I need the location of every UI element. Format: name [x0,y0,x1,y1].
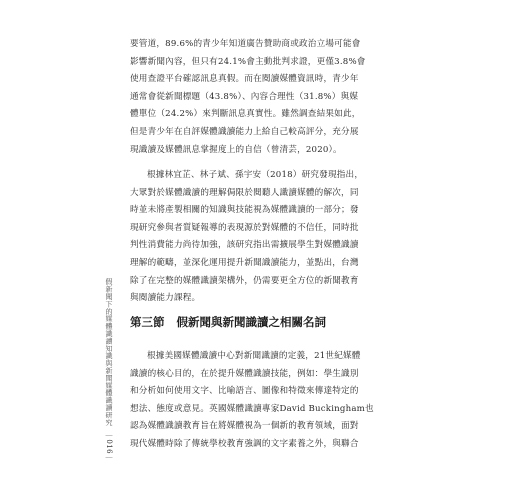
running-head-text: 假新聞下的媒體識讀知識與新聞媒體識讀研究 [105,278,113,426]
text-line: 根據林宜芷、林子斌、孫宇安（2018）研究發現指出， [147,170,364,180]
paragraph-3 [130,348,398,454]
text-line: 大眾對於媒體識讀的理解侷限於閱聽人識讀媒體的解次，同 [130,187,359,198]
text-line: 與閱讀能力課程。 [130,293,201,304]
text-line: 現代媒體時除了傳統學校教育強調的文字素養之外，與聯合 [130,438,359,449]
text-line: 認為媒體識讀教育旨在將媒體視為一個新的教育領域，面對 [130,421,359,432]
text-line: 要管道，89.6%的青少年知道廣告贊助商或政治立場可能會 [130,39,361,49]
text-line: 和分析如何使用文字、比喻語言、圖像和特徵來傳達特定的 [130,386,359,397]
paragraph-1 [130,36,398,159]
section-number: 第三節 [130,315,165,329]
section-heading [130,314,398,330]
text-line: 影響新聞內容，但只有24.1%會主動批判求證，更僅3.8%會 [130,56,366,67]
text-line: 體單位（24.2%）來判斷訊息真實性。雖然調查結果如此， [130,109,361,120]
text-line: 但是青少年在自評媒體識讀能力上給自己較高評分，充分展 [130,126,359,137]
text-line: 識讀的核心目的，在於提升媒體識讀技能，例如：學生識別 [130,368,359,379]
text-line: 想法、態度或意見。英國媒體識讀專家David Buckingham也 [130,403,374,414]
text-line: 理解的範疇，並深化運用提升新聞識讀能力，並點出，台灣 [130,257,359,268]
page-number: ｜016｜ [105,432,113,462]
text-line: 現識讀及媒體訊息掌握度上的自信（曾清芸，2020）。 [130,144,342,155]
text-line: 根據美國媒體識讀中心對新聞識讀的定義，21世紀媒體 [147,351,361,361]
text-line: 現研究參與者質疑報導的表現源於對媒體的不信任，同時批 [130,222,359,233]
text-line: 除了在完整的媒體識讀架構外，仍需要更全方位的新聞教育 [130,275,359,286]
section-title: 假新聞與新聞識讀之相關名詞 [176,315,326,329]
text-line: 使用查證平台確認訊息真假。而在閱讀媒體資訊時，青少年 [130,74,359,85]
text-line: 時並未將產製相關的知識與技能視為媒體識讀的一部分；發 [130,205,359,216]
paragraph-2 [130,167,398,308]
text-line: 判性消費能力尚待加強，該研究指出需擴展學生對媒體識讀 [130,240,359,251]
text-line: 通常會從新聞標題（43.8%）、內容合理性（31.8%）與媒 [130,91,359,102]
running-head-vertical [104,278,114,461]
